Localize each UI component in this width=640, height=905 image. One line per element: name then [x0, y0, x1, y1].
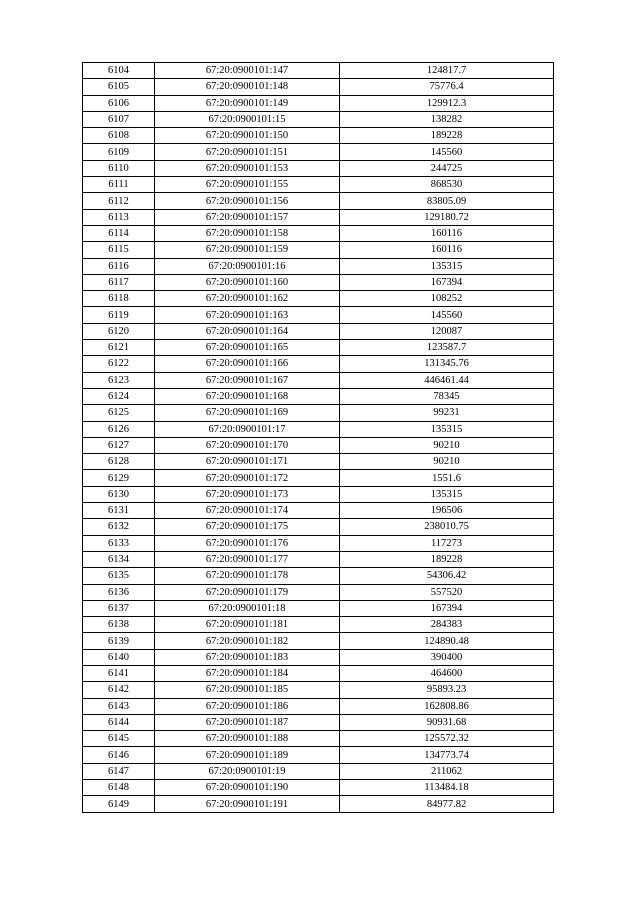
cadastral-number-cell: 67:20:0900101:164: [155, 323, 340, 339]
cadastral-value-cell: 135315: [340, 258, 554, 274]
cadastral-number-cell: 67:20:0900101:190: [155, 780, 340, 796]
row-number-cell: 6111: [83, 177, 155, 193]
cadastral-value-cell: 868530: [340, 177, 554, 193]
cadastral-number-cell: 67:20:0900101:149: [155, 95, 340, 111]
cadastral-number-cell: 67:20:0900101:155: [155, 177, 340, 193]
row-number-cell: 6137: [83, 600, 155, 616]
cadastral-number-cell: 67:20:0900101:148: [155, 79, 340, 95]
cadastral-number-cell: 67:20:0900101:16: [155, 258, 340, 274]
row-number-cell: 6117: [83, 274, 155, 290]
cadastral-value-cell: 446461.44: [340, 372, 554, 388]
table-row: [83, 291, 554, 307]
row-number-cell: 6135: [83, 568, 155, 584]
row-number-cell: 6122: [83, 356, 155, 372]
cadastral-number-cell: 67:20:0900101:170: [155, 437, 340, 453]
cadastral-value-cell: 464600: [340, 665, 554, 681]
table-row: [83, 242, 554, 258]
cadastral-value-cell: 54306.42: [340, 568, 554, 584]
table-row: [83, 274, 554, 290]
table-row: [83, 405, 554, 421]
cadastral-value-cell: 189228: [340, 128, 554, 144]
cadastral-number-cell: 67:20:0900101:18: [155, 600, 340, 616]
table-row: [83, 698, 554, 714]
row-number-cell: 6146: [83, 747, 155, 763]
table-row: [83, 780, 554, 796]
cadastral-value-cell: 284383: [340, 617, 554, 633]
cadastral-number-cell: 67:20:0900101:157: [155, 209, 340, 225]
cadastral-number-cell: 67:20:0900101:178: [155, 568, 340, 584]
table-row: [83, 470, 554, 486]
row-number-cell: 6128: [83, 454, 155, 470]
cadastral-value-cell: 84977.82: [340, 796, 554, 812]
cadastral-value-cell: 129180.72: [340, 209, 554, 225]
cadastral-number-cell: 67:20:0900101:183: [155, 649, 340, 665]
table-row: [83, 763, 554, 779]
table-row: [83, 95, 554, 111]
cadastral-value-cell: 167394: [340, 274, 554, 290]
row-number-cell: 6104: [83, 63, 155, 79]
cadastral-value-cell: 90210: [340, 437, 554, 453]
row-number-cell: 6147: [83, 763, 155, 779]
cadastral-number-cell: 67:20:0900101:191: [155, 796, 340, 812]
table-row: [83, 144, 554, 160]
cadastral-value-cell: 120087: [340, 323, 554, 339]
cadastral-number-cell: 67:20:0900101:185: [155, 682, 340, 698]
row-number-cell: 6141: [83, 665, 155, 681]
cadastral-number-cell: 67:20:0900101:176: [155, 535, 340, 551]
cadastral-value-cell: 135315: [340, 486, 554, 502]
table-row: [83, 421, 554, 437]
cadastral-number-cell: 67:20:0900101:168: [155, 388, 340, 404]
cadastral-number-cell: 67:20:0900101:177: [155, 551, 340, 567]
cadastral-number-cell: 67:20:0900101:156: [155, 193, 340, 209]
row-number-cell: 6108: [83, 128, 155, 144]
cadastral-number-cell: 67:20:0900101:162: [155, 291, 340, 307]
row-number-cell: 6149: [83, 796, 155, 812]
row-number-cell: 6121: [83, 340, 155, 356]
cadastral-value-cell: 211062: [340, 763, 554, 779]
table-row: [83, 551, 554, 567]
cadastral-value-cell: 78345: [340, 388, 554, 404]
cadastral-value-cell: 160116: [340, 242, 554, 258]
table-row: [83, 193, 554, 209]
table-row: [83, 323, 554, 339]
table-row: [83, 600, 554, 616]
table-row: [83, 111, 554, 127]
cadastral-number-cell: 67:20:0900101:189: [155, 747, 340, 763]
cadastral-number-cell: 67:20:0900101:181: [155, 617, 340, 633]
cadastral-value-cell: 134773.74: [340, 747, 554, 763]
row-number-cell: 6130: [83, 486, 155, 502]
table-row: [83, 584, 554, 600]
cadastral-value-cell: 108252: [340, 291, 554, 307]
cadastral-value-cell: 90210: [340, 454, 554, 470]
table-row: [83, 177, 554, 193]
cadastral-value-cell: 131345.76: [340, 356, 554, 372]
cadastral-value-cell: 129912.3: [340, 95, 554, 111]
table-row: [83, 356, 554, 372]
cadastral-value-cell: 244725: [340, 160, 554, 176]
cadastral-number-cell: 67:20:0900101:15: [155, 111, 340, 127]
row-number-cell: 6131: [83, 503, 155, 519]
row-number-cell: 6109: [83, 144, 155, 160]
table-row: [83, 568, 554, 584]
cadastral-value-cell: 145560: [340, 307, 554, 323]
cadastral-number-cell: 67:20:0900101:173: [155, 486, 340, 502]
row-number-cell: 6115: [83, 242, 155, 258]
cadastral-value-cell: 124890.48: [340, 633, 554, 649]
cadastral-number-cell: 67:20:0900101:184: [155, 665, 340, 681]
row-number-cell: 6120: [83, 323, 155, 339]
table-row: [83, 437, 554, 453]
cadastral-number-cell: 67:20:0900101:153: [155, 160, 340, 176]
cadastral-number-cell: 67:20:0900101:186: [155, 698, 340, 714]
row-number-cell: 6133: [83, 535, 155, 551]
row-number-cell: 6132: [83, 519, 155, 535]
cadastral-value-table: [82, 62, 554, 813]
row-number-cell: 6138: [83, 617, 155, 633]
table-row: [83, 796, 554, 812]
cadastral-value-cell: 160116: [340, 225, 554, 241]
table-row: [83, 714, 554, 730]
row-number-cell: 6126: [83, 421, 155, 437]
table-row: [83, 388, 554, 404]
cadastral-number-cell: 67:20:0900101:188: [155, 731, 340, 747]
table-row: [83, 454, 554, 470]
row-number-cell: 6106: [83, 95, 155, 111]
cadastral-value-cell: 238010.75: [340, 519, 554, 535]
row-number-cell: 6139: [83, 633, 155, 649]
cadastral-number-cell: 67:20:0900101:174: [155, 503, 340, 519]
cadastral-value-cell: 557520: [340, 584, 554, 600]
cadastral-number-cell: 67:20:0900101:158: [155, 225, 340, 241]
cadastral-value-cell: 189228: [340, 551, 554, 567]
cadastral-number-cell: 67:20:0900101:172: [155, 470, 340, 486]
table-row: [83, 503, 554, 519]
cadastral-value-cell: 196506: [340, 503, 554, 519]
row-number-cell: 6140: [83, 649, 155, 665]
table-body: [83, 63, 554, 813]
cadastral-value-cell: 125572.32: [340, 731, 554, 747]
row-number-cell: 6114: [83, 225, 155, 241]
row-number-cell: 6116: [83, 258, 155, 274]
cadastral-number-cell: 67:20:0900101:167: [155, 372, 340, 388]
row-number-cell: 6107: [83, 111, 155, 127]
cadastral-number-cell: 67:20:0900101:147: [155, 63, 340, 79]
cadastral-value-cell: 390400: [340, 649, 554, 665]
table-row: [83, 665, 554, 681]
cadastral-value-cell: 99231: [340, 405, 554, 421]
cadastral-number-cell: 67:20:0900101:159: [155, 242, 340, 258]
table-row: [83, 307, 554, 323]
row-number-cell: 6113: [83, 209, 155, 225]
cadastral-value-cell: 1551.6: [340, 470, 554, 486]
table-row: [83, 225, 554, 241]
cadastral-value-cell: 123587.7: [340, 340, 554, 356]
table-row: [83, 79, 554, 95]
table-row: [83, 617, 554, 633]
cadastral-number-cell: 67:20:0900101:182: [155, 633, 340, 649]
cadastral-number-cell: 67:20:0900101:187: [155, 714, 340, 730]
cadastral-number-cell: 67:20:0900101:171: [155, 454, 340, 470]
cadastral-value-cell: 113484.18: [340, 780, 554, 796]
row-number-cell: 6144: [83, 714, 155, 730]
table-row: [83, 747, 554, 763]
row-number-cell: 6145: [83, 731, 155, 747]
table-row: [83, 340, 554, 356]
row-number-cell: 6142: [83, 682, 155, 698]
table-row: [83, 535, 554, 551]
row-number-cell: 6124: [83, 388, 155, 404]
row-number-cell: 6123: [83, 372, 155, 388]
row-number-cell: 6105: [83, 79, 155, 95]
cadastral-value-cell: 135315: [340, 421, 554, 437]
row-number-cell: 6125: [83, 405, 155, 421]
cadastral-value-cell: 75776.4: [340, 79, 554, 95]
cadastral-number-cell: 67:20:0900101:169: [155, 405, 340, 421]
cadastral-number-cell: 67:20:0900101:19: [155, 763, 340, 779]
table-row: [83, 160, 554, 176]
cadastral-value-cell: 90931.68: [340, 714, 554, 730]
row-number-cell: 6127: [83, 437, 155, 453]
row-number-cell: 6110: [83, 160, 155, 176]
cadastral-number-cell: 67:20:0900101:160: [155, 274, 340, 290]
cadastral-number-cell: 67:20:0900101:150: [155, 128, 340, 144]
cadastral-value-cell: 145560: [340, 144, 554, 160]
cadastral-number-cell: 67:20:0900101:165: [155, 340, 340, 356]
cadastral-number-cell: 67:20:0900101:163: [155, 307, 340, 323]
cadastral-value-cell: 83805.09: [340, 193, 554, 209]
table-row: [83, 633, 554, 649]
cadastral-number-cell: 67:20:0900101:17: [155, 421, 340, 437]
table-row: [83, 649, 554, 665]
cadastral-number-cell: 67:20:0900101:175: [155, 519, 340, 535]
row-number-cell: 6136: [83, 584, 155, 600]
row-number-cell: 6134: [83, 551, 155, 567]
row-number-cell: 6143: [83, 698, 155, 714]
cadastral-value-cell: 95893.23: [340, 682, 554, 698]
row-number-cell: 6118: [83, 291, 155, 307]
table-row: [83, 372, 554, 388]
table-row: [83, 128, 554, 144]
row-number-cell: 6148: [83, 780, 155, 796]
cadastral-value-cell: 138282: [340, 111, 554, 127]
row-number-cell: 6119: [83, 307, 155, 323]
table-row: [83, 486, 554, 502]
cadastral-number-cell: 67:20:0900101:151: [155, 144, 340, 160]
cadastral-number-cell: 67:20:0900101:179: [155, 584, 340, 600]
table-row: [83, 682, 554, 698]
cadastral-value-cell: 167394: [340, 600, 554, 616]
table-row: [83, 258, 554, 274]
cadastral-value-cell: 117273: [340, 535, 554, 551]
table-row: [83, 519, 554, 535]
table-row: [83, 209, 554, 225]
cadastral-number-cell: 67:20:0900101:166: [155, 356, 340, 372]
table-row: [83, 731, 554, 747]
cadastral-value-cell: 162808.86: [340, 698, 554, 714]
cadastral-value-cell: 124817.7: [340, 63, 554, 79]
row-number-cell: 6112: [83, 193, 155, 209]
table-row: [83, 63, 554, 79]
row-number-cell: 6129: [83, 470, 155, 486]
